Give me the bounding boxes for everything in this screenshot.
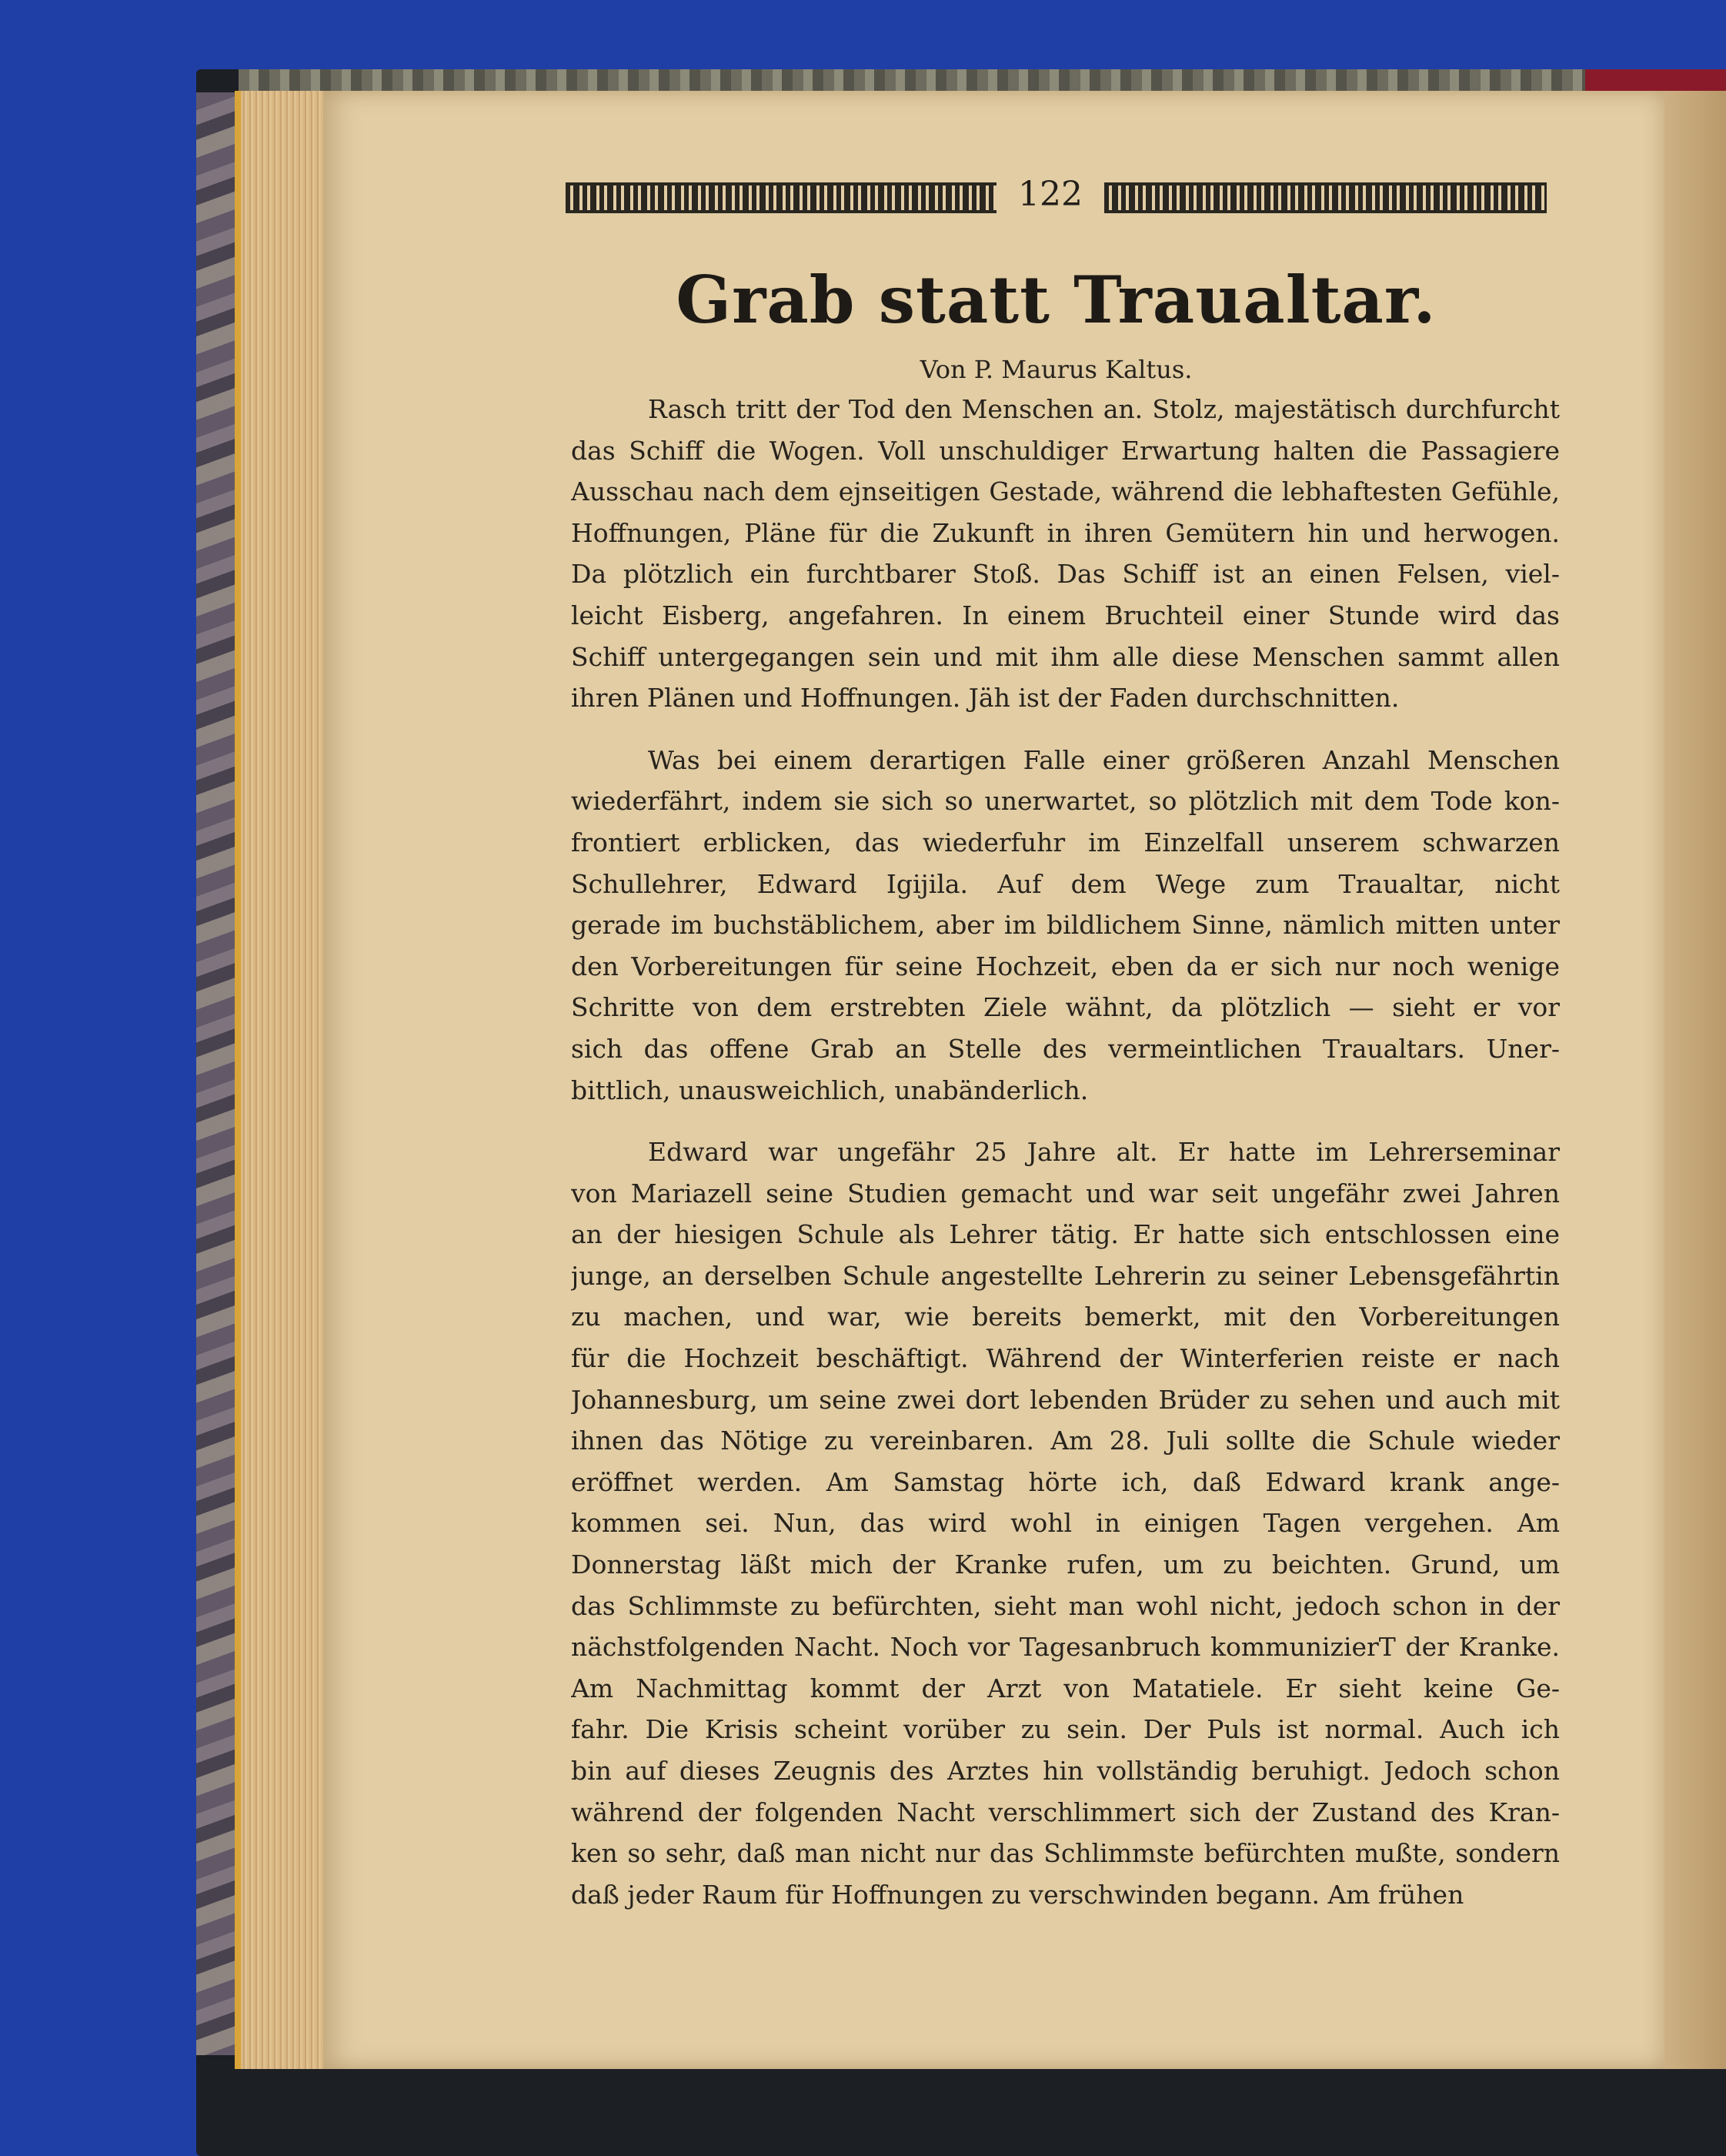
text-line: Da plötzlich ein furchtbarer Stoß. Das Schiff ist an einen Felsen, viel- <box>571 559 1560 590</box>
text-line: Edward war ungefähr 25 Jahre alt. Er hatte im Lehrerseminar <box>648 1137 1560 1168</box>
text-line: eröffnet werden. Am Samstag hörte ich, daß Edward krank ange- <box>571 1466 1560 1497</box>
paragraph <box>571 1131 1560 1915</box>
text-line: Was bei einem derartigen Falle einer größeren Anzahl Menschen <box>648 744 1560 775</box>
text-line: während der folgenden Nacht verschlimmert sich der Zustand des Kran- <box>571 1797 1560 1827</box>
header-ornament-left <box>566 182 997 213</box>
text-line: für die Hochzeit beschäftigt. Während der Winterferien reiste er nach <box>571 1343 1560 1374</box>
text-line: Schiff untergegangen sein und mit ihm alle diese Menschen sammt allen <box>571 641 1560 672</box>
text-line: das Schiff die Wogen. Voll unschuldiger Erwartung halten die Passagiere <box>571 435 1560 466</box>
text-line: Rasch tritt der Tod den Menschen an. Stolz, majestätisch durchfurcht <box>648 394 1560 424</box>
text-line: Hoffnungen, Pläne für die Zukunft in ihren Gemütern hin und herwogen. <box>571 517 1560 548</box>
article-title: Grab statt Traualtar. <box>676 262 1437 338</box>
text-line: daß jeder Raum für Hoffnungen zu verschwinden begann. Am frühen <box>571 1879 1464 1910</box>
article-byline: Von P. Maurus Kaltus. <box>920 355 1193 384</box>
text-line: fahr. Die Krisis scheint vorüber zu sein. Der Puls ist normal. Auch ich <box>571 1714 1560 1745</box>
paragraph <box>571 740 1560 1111</box>
header-ornament-right <box>1104 182 1547 213</box>
text-line: ken so sehr, daß man nicht nur das Schlimmste befürchten mußte, sondern <box>571 1838 1560 1869</box>
paragraph <box>571 389 1560 719</box>
text-line: junge, an derselben Schule angestellte Lehrerin zu seiner Lebensgefährtin <box>571 1260 1560 1291</box>
text-line: Ausschau nach dem ejnseitigen Gestade, während die lebhaftesten Gefühle, <box>571 476 1560 507</box>
text-line: frontiert erblicken, das wiederfuhr im Einzelfall unserem schwarzen <box>571 827 1560 857</box>
text-line: kommen sei. Nun, das wird wohl in einigen Tagen vergehen. Am <box>571 1508 1560 1539</box>
page-stack <box>235 91 333 2069</box>
text-line: nächstfolgenden Nacht. Noch vor Tagesanbruch kommunizierT der Kranke. <box>571 1632 1560 1663</box>
text-line: den Vorbereitungen für seine Hochzeit, eben da er sich nur noch wenige <box>571 951 1560 981</box>
text-line: ihren Plänen und Hoffnungen. Jäh ist der Faden durchschnitten. <box>571 683 1400 714</box>
text-line: Am Nachmittag kommt der Arzt von Matatiele. Er sieht keine Ge- <box>571 1673 1560 1703</box>
paragraph-gap <box>571 719 1560 740</box>
text-line: Schritte von dem erstrebten Ziele wähnt, da plötzlich — sieht er vor <box>571 992 1560 1023</box>
text-line: Donnerstag läßt mich der Kranke rufen, um zu beichten. Grund, um <box>571 1549 1560 1580</box>
text-line: ihnen das Nötige zu vereinbaren. Am 28. Juli sollte die Schule wieder <box>571 1426 1560 1456</box>
text-line: leicht Eisberg, angefahren. In einem Bruchteil einer Stunde wird das <box>571 600 1560 630</box>
text-line: das Schlimmste zu befürchten, sieht man wohl nicht, jedoch schon in der <box>571 1590 1560 1621</box>
article-body <box>571 389 1560 1915</box>
text-line: von Mariazell seine Studien gemacht und war seit ungefähr zwei Jahren <box>571 1178 1560 1208</box>
text-line: Johannesburg, um seine zwei dort lebenden Brüder zu sehen und auch mit <box>571 1384 1560 1415</box>
text-line: wiederfährt, indem sie sich so unerwartet, so plötzlich mit dem Tode kon- <box>571 786 1560 817</box>
page-header <box>566 173 1547 216</box>
text-line: Schullehrer, Edward Igijila. Auf dem Wege zum Traualtar, nicht <box>571 868 1560 899</box>
text-line: sich das offene Grab an Stelle des vermeintlichen Traualtars. Uner- <box>571 1033 1560 1064</box>
text-line: gerade im buchstäblichem, aber im bildlichem Sinne, nämlich mitten unter <box>571 910 1560 941</box>
text-line: bittlich, unausweichlich, unabänderlich. <box>571 1075 1089 1105</box>
text-line: an der hiesigen Schule als Lehrer tätig. Er hatte sich entschlossen eine <box>571 1219 1560 1250</box>
page-number: 122 <box>1018 175 1083 214</box>
paragraph-gap <box>571 1111 1560 1131</box>
text-line: zu machen, und war, wie bereits bemerkt, mit den Vorbereitungen <box>571 1302 1560 1332</box>
text-line: bin auf dieses Zeugnis des Arztes hin vollständig beruhigt. Jedoch schon <box>571 1756 1560 1786</box>
page-gutter <box>1664 91 1726 2069</box>
